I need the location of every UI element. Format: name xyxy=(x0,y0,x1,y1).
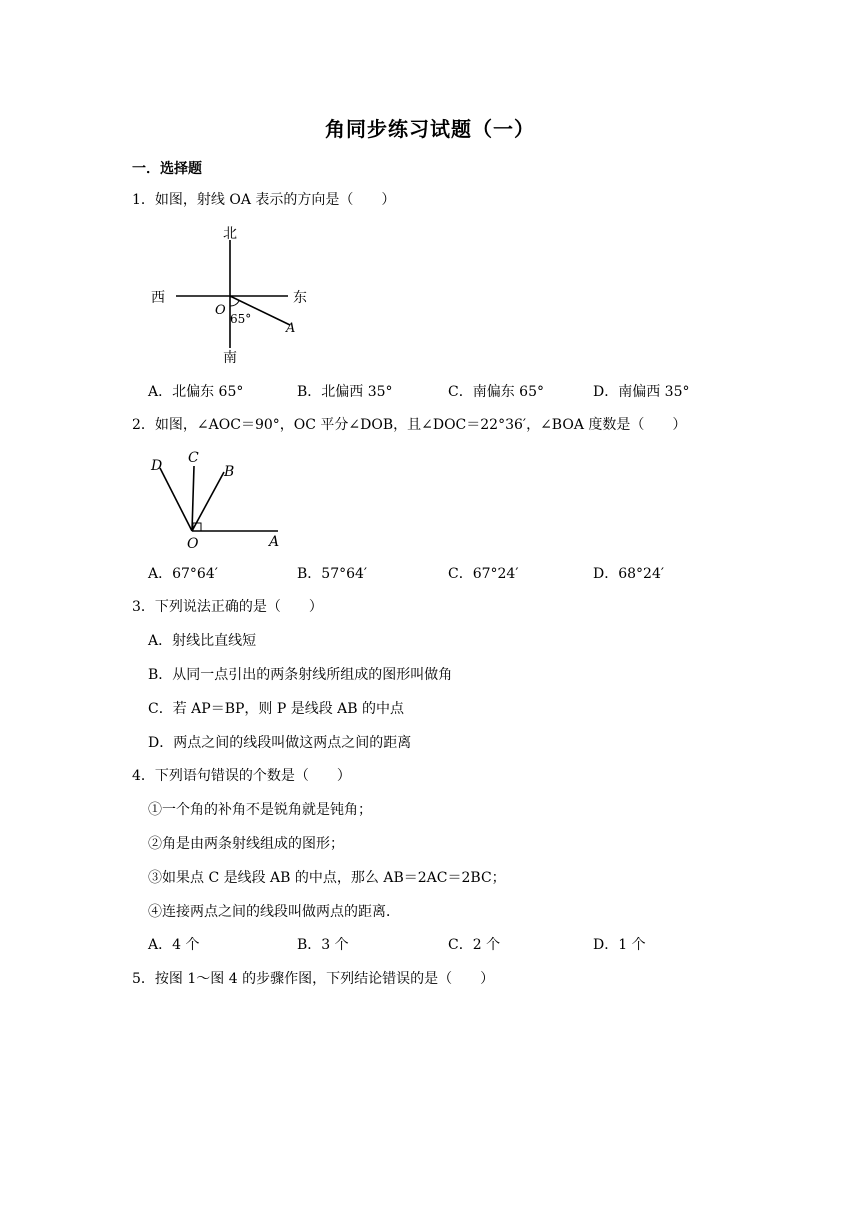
page-title: 角同步练习试题（一） xyxy=(325,117,535,141)
point-a-label: A xyxy=(286,321,296,336)
question-stem: 下列语句错误的个数是（ ） xyxy=(154,768,351,784)
section-heading: 一．选择题 xyxy=(132,161,202,177)
label-o: O xyxy=(187,536,199,550)
south-label: 南 xyxy=(223,350,237,366)
question-1 xyxy=(132,191,395,209)
statement-4: ④连接两点之间的线段叫做两点的距离． xyxy=(148,904,400,920)
option-c: C．2 个 xyxy=(448,937,501,953)
angle-label: 65° xyxy=(230,312,252,326)
question-stem: 如图，射线 OA 表示的方向是（ ） xyxy=(154,192,396,208)
label-a: A xyxy=(269,534,280,550)
statement-3: ③如果点 C 是线段 AB 的中点，那么 AB＝2AC＝2BC； xyxy=(148,870,506,886)
angle-figure xyxy=(148,446,286,550)
question-5 xyxy=(132,970,494,988)
question-2 xyxy=(132,416,686,434)
label-c: C xyxy=(188,450,199,466)
label-b: B xyxy=(224,464,235,480)
option-d: D．1 个 xyxy=(593,937,646,953)
question-4 xyxy=(132,767,351,785)
option-b: B．北偏西 35° xyxy=(297,384,393,400)
option-b: B．从同一点引出的两条射线所组成的图形叫做角 xyxy=(148,667,453,683)
option-d: D．南偏西 35° xyxy=(593,384,690,400)
option-d: D．68°24′ xyxy=(593,566,665,582)
question-stem: 按图 1～图 4 的步骤作图，下列结论错误的是（ ） xyxy=(154,971,495,987)
statement-2: ②角是由两条射线组成的图形； xyxy=(148,836,344,852)
west-label: 西 xyxy=(151,290,165,306)
option-d: D．两点之间的线段叫做这两点之间的距离 xyxy=(148,735,412,751)
question-number: 2． xyxy=(132,417,155,433)
question-number: 5． xyxy=(132,971,155,987)
question-3 xyxy=(132,598,323,616)
option-a: A．67°64′ xyxy=(148,566,218,582)
option-c: C．若 AP＝BP，则 P 是线段 AB 的中点 xyxy=(148,701,405,717)
question-stem: 下列说法正确的是（ ） xyxy=(154,599,323,615)
question-stem: 如图，∠AOC＝90°，OC 平分∠DOB，且∠DOC＝22°36′，∠BOA 度数是（ ） xyxy=(154,417,687,433)
north-label: 北 xyxy=(223,226,237,242)
option-c: C．南偏东 65° xyxy=(448,384,544,400)
ray-ob xyxy=(192,472,224,531)
option-a: A．4 个 xyxy=(148,937,200,953)
option-a: A．北偏东 65° xyxy=(148,384,244,400)
option-b: B．57°64′ xyxy=(297,566,368,582)
ray-od xyxy=(160,468,192,531)
label-d: D xyxy=(151,458,163,474)
question-number: 3． xyxy=(132,599,155,615)
compass-figure xyxy=(148,222,314,368)
option-a: A．射线比直线短 xyxy=(148,633,257,649)
east-label: 东 xyxy=(293,290,307,306)
origin-label: O xyxy=(215,303,226,318)
statement-1: ①一个角的补角不是锐角就是钝角； xyxy=(148,802,372,818)
option-b: B．3 个 xyxy=(297,937,349,953)
ray-oc xyxy=(192,466,194,531)
angle-arc xyxy=(230,301,239,306)
option-c: C．67°24′ xyxy=(448,566,519,582)
question-number: 1． xyxy=(132,192,155,208)
question-number: 4． xyxy=(132,768,155,784)
